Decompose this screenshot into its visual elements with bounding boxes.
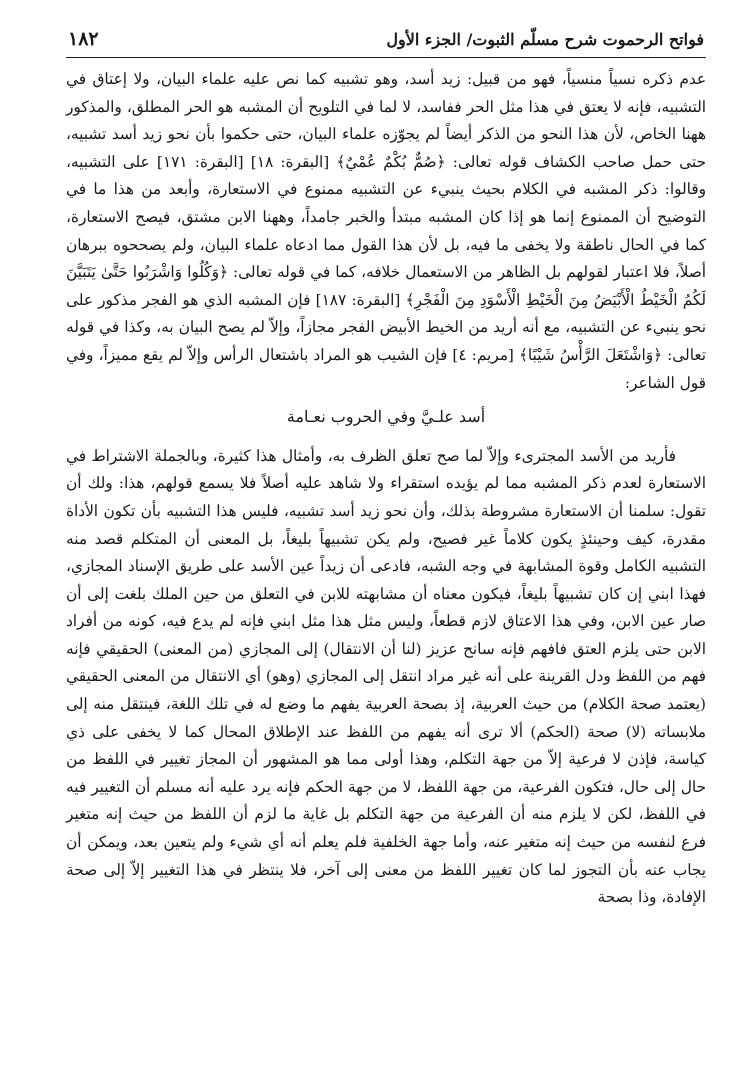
- running-head: [66, 28, 706, 58]
- paragraph-2: فأريد من الأسد المجترىء وإلاّ لما صح تعلق الظرف به، وأمثال هذا كثيرة، وبالجملة الاشتراط في الاستعارة لعدم ذكر المشبه مما لم يؤيده استقراء ولا شاهد عليه أصلاً فلا يسمع قولهم، هذا: ولك أن تقول: سلمنا أن الاستعارة مشروطة بذلك، وأن نحو زيد أسد تشبيه، فليس هذا التشبيه بأن تكون الأداة مقدرة، كيف وحينئذٍ يكون كلاماً غير فصيح، ولم يكن تشبيهاً بليغاً، بل المعنى أن المتكلم قصد منه التشبيه الكامل وقوة المشابهة في وجه الشبه، فادعى أن زيداً عين الأسد على طريق الإسناد المجازي، فهذا ابني إن كان تشبيهاً بليغاً، فيكون معناه أن مشابهته للابن في التعلق من حين الملك بلغت إلى أن صار عين الابن، وفي هذا الاعتاق لازم قطعاً، وليس مثل هذا مثل ابني فإنه لم يدع فيه، كونه من أفراد الابن حتى يلزم العتق فافهم فإنه سانح عزيز (لنا أن الانتقال) إلى المجازي (من المعنى) الحقيقي فإنه فهم من اللفظ ودل القرينة على أنه غير مراد انتقل إلى المجازي (وهو) أي الانتقال من المعنى الحقيقي (يعتمد صحة الكلام) من حيث العربية، إذ بصحة العربية يفهم ما وضع له في تلك اللغة، فينتقل منه إلى ملابساته (لا) صحة (الحكم) ألا ترى أنه يفهم من اللفظ عند الإطلاق المحال كما لا يخفى على ذي كياسة، فإذن لا فرعية إلاّ من جهة التكلم، وهذا أولى مما هو المشهور أن المجاز تغيير في اللفظ من حال إلى حال، فتكون الفرعية، من جهة اللفظ، لا من جهة الحكم فإنه يرد عليه أنه مسلم أن التغيير فيه في اللفظ، لكن لا يلزم منه أن الفرعية من جهة التكلم بل غاية ما لزم أن اللفظ من حيث إنه متغير فرع لنفسه من حيث إنه متغير عنه، وأما جهة الخلفية فلم يعلم أنه أي شيء ولم يتعين بعد، ويمكن أن يجاب عنه بأن التجوز لما كان تغيير اللفظ من معنى إلى آخر، فلا ينتظر في هذا التغيير إلاّ إلى صحة الإفادة، وذا بصحة: [66, 446, 706, 907]
- page: [66, 28, 706, 1078]
- body-text: [66, 66, 706, 912]
- page-number: ١٨٢: [68, 28, 99, 50]
- running-title: فواتح الرحموت شرح مسلّم الثبوت/ الجزء الأول: [386, 30, 704, 49]
- poetry-verse: أسد علـيَّ وفي الحروب نعـامة: [286, 407, 486, 427]
- paragraph-1: عدم ذكره نسياً منسياً، فهو من قبيل: زيد أسد، وهو تشبيه كما نص عليه علماء البيان، ولا إعتاق في التشبيه، فإنه لا يعتق في هذا مثل الحر ففاسد، لا لما في التلويح أن المشبه هو الحر المطلق، والمذكور ههنا الخاص، لأن هذا النحو من الذكر أيضاً لم يجوّزه علماء البيان، حتى حكموا بأن نحو زيد أسد تشبيه، حتى حمل صاحب الكشاف قوله تعالى: ﴿صُمٌّ بُكْمٌ عُمْيٌ﴾ [البقرة: ١٨] [البقرة: ١٧١] على التشبيه، وقالوا: ذكر المشبه في الكلام بحيث ينبيء عن التشبيه ممنوع في الاستعارة، وأبعد من هذا ما في التوضيح أن الممنوع إنما هو إذا كان المشبه مبتدأ والخبر جامداً، وههنا الابن مشتق، فيصح الاستعارة، كما في الحال ناطقة ولا يخفى ما فيه، بل لأن هذا القول مما ادعاه علماء البيان، ولم يصححوه ببرهان أصلاً، فلا اعتبار لقولهم بل الظاهر من الاستعمال خلافه، كما في قوله تعالى: ﴿وَكُلُوا وَاشْرَبُوا حَتَّىٰ يَتَبَيَّنَ لَكُمُ الْخَيْطُ الْأَبْيَضُ مِنَ الْخَيْطِ الْأَسْوَدِ مِنَ الْفَجْرِ﴾ [البقرة: ١٨٧] فإن المشبه الذي هو الفجر مذكور على نحو ينبيء عن التشبيه، مع أنه أريد من الخيط الأبيض الفجر مجازاً، وإلاّ لم يصح البيان به، وكذا في قوله تعالى: ﴿وَاشْتَعَلَ الرَّأْسُ شَيْبًا﴾ [مريم: ٤] فإن الشيب هو المراد باشتعال الرأس وإلاّ لم يقع مميزاً، وفي قول الشاعر:: [66, 70, 706, 392]
